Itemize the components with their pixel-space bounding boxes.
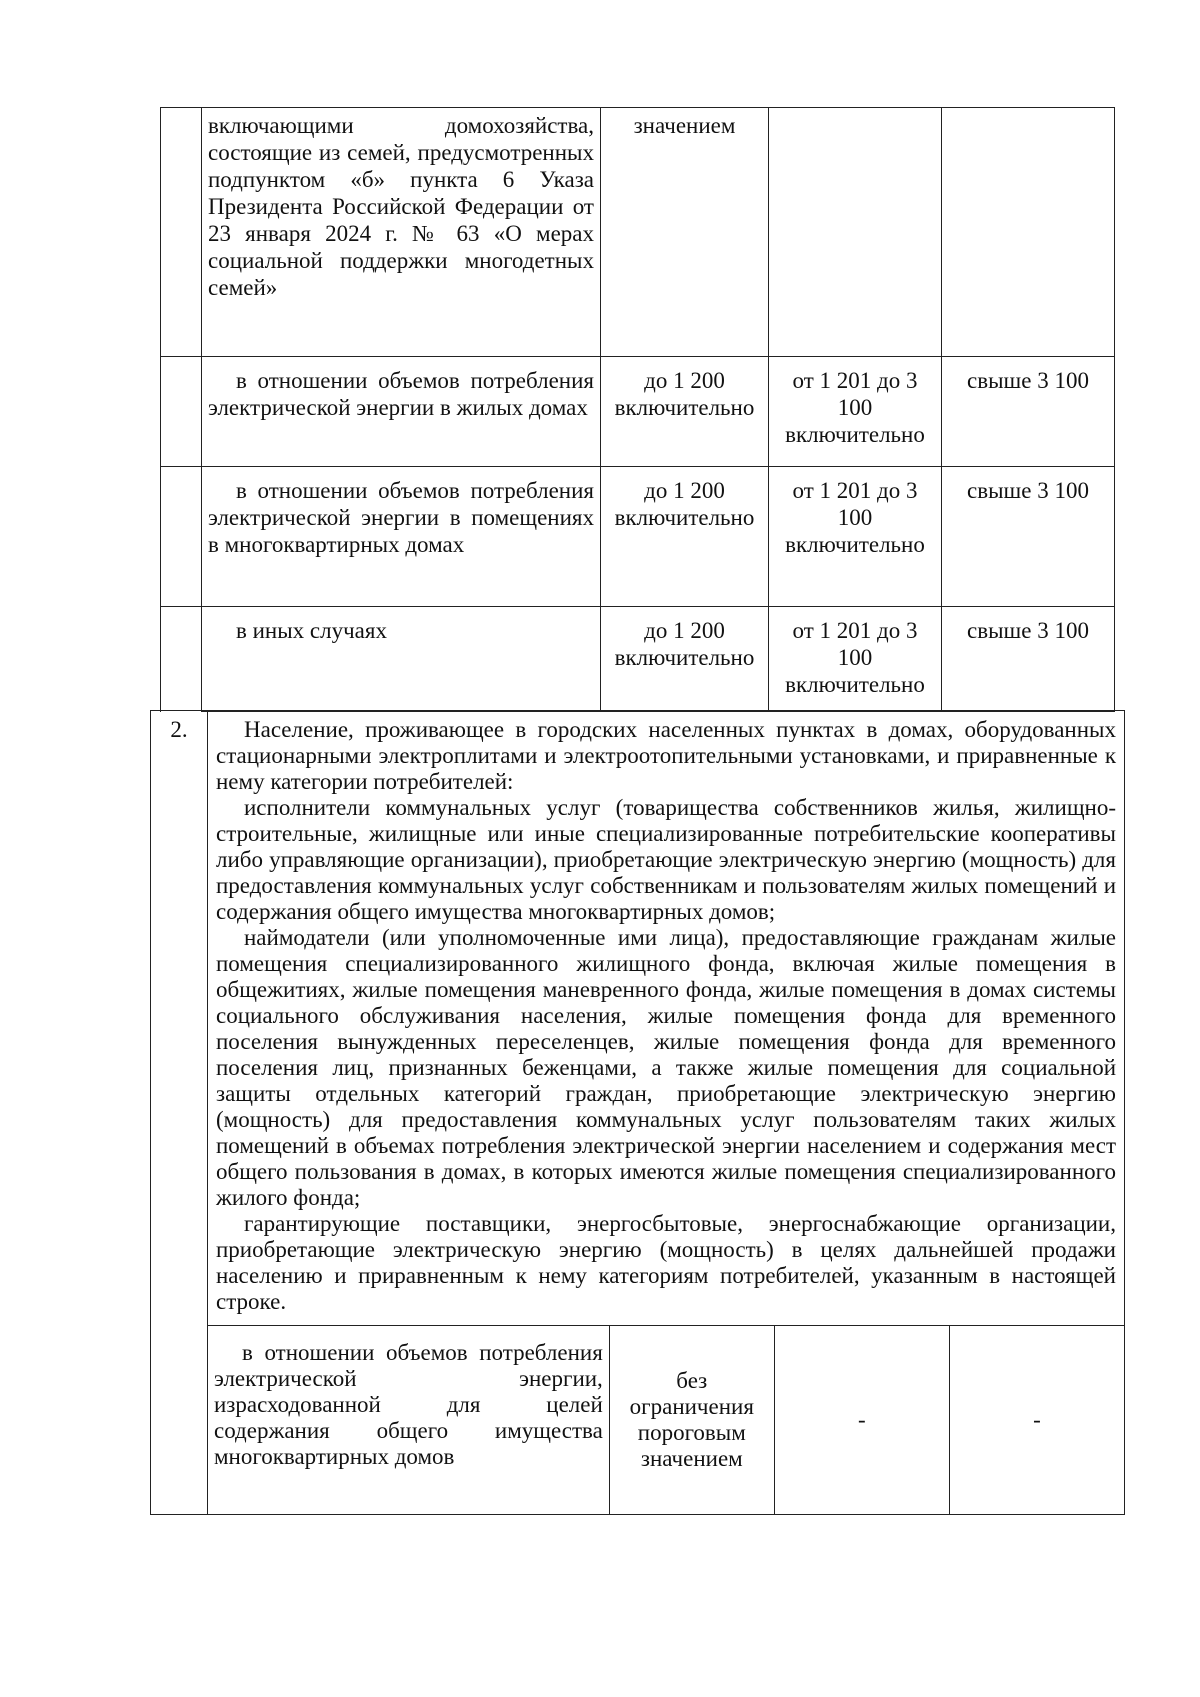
row-number-cell <box>161 357 202 467</box>
description-cell: в отношении объемов потребления электрической энергии в помещениях в многоквартирных домах <box>202 467 601 607</box>
threshold-low-cell: без ограничения пороговым значением <box>609 1326 774 1515</box>
threshold-high-cell: свыше 3 100 <box>942 467 1115 607</box>
row-number-cell <box>161 108 202 357</box>
description-cell: включающими домохозяйства, состоящие из семей, предусмотренных подпунктом «б» пункта 6 Указа Президента Российской Федерации от 23 января 2024 г. № 63 «О мерах социальной поддержки многодетных семей» <box>202 108 601 357</box>
threshold-high-cell: свыше 3 100 <box>942 357 1115 467</box>
table-row <box>161 467 1115 607</box>
paragraph: наймодатели (или уполномоченные ими лица), предоставляющие гражданам жилые помещения специализированного жилищного фонда, включая жилые помещения в общежитиях, жилые помещения маневренного фонда, жилые помещения в домах системы социального обслуживания населения, жилые помещения фонда для временного поселения вынужденных переселенцев, жилые помещения фонда для временного поселения лиц, признанных беженцами, а также жилые помещения для социальной защиты отдельных категорий граждан, приобретающие электрическую энергию (мощность) для предоставления коммунальных услуг пользователям таких жилых помещений в объемах потребления электрической энергии населением и содержания мест общего пользования в домах, в которых имеются жилые помещения специализированного жилого фонда; <box>216 925 1116 1210</box>
threshold-low-cell: до 1 200 включительно <box>601 357 769 467</box>
description-cell: в отношении объемов потребления электрической энергии в жилых домах <box>202 357 601 467</box>
tariff-table-section-2 <box>150 710 1125 1515</box>
threshold-high-cell: свыше 3 100 <box>942 607 1115 712</box>
table-row <box>161 108 1115 357</box>
paragraph: исполнители коммунальных услуг (товарищества собственников жилья, жилищно-строительные, жилищные или иные специализированные потребительские кооперативы либо управляющие организации), приобретающие электрическую энергию (мощность) для предоставления коммунальных услуг собственникам и пользователям жилых помещений и содержания общего имущества многоквартирных домов; <box>216 795 1116 924</box>
section-description <box>208 711 1125 1326</box>
table-row <box>151 1326 1125 1515</box>
threshold-mid-cell: от 1 201 до 3 100 включительно <box>769 357 942 467</box>
description-cell: в иных случаях <box>202 607 601 712</box>
paragraph: Население, проживающее в городских населенных пунктах в домах, оборудованных стационарными электроплитами и электроотопительными установками, и приравненные к нему категории потребителей: <box>216 717 1116 794</box>
tariff-table-continued <box>160 107 1115 712</box>
row-number-cell: 2. <box>151 711 208 1515</box>
threshold-mid-cell: - <box>774 1326 949 1515</box>
threshold-low-cell: значением <box>601 108 769 357</box>
description-cell: в отношении объемов потребления электрической энергии, израсходованной для целей содержания общего имущества многоквартирных домов <box>208 1326 610 1515</box>
table-row <box>151 711 1125 1326</box>
table-row <box>161 357 1115 467</box>
threshold-low-cell: до 1 200 включительно <box>601 467 769 607</box>
paragraph: гарантирующие поставщики, энергосбытовые, энергоснабжающие организации, приобретающие электрическую энергию (мощность) в целях дальнейшей продажи населению и приравненным к нему категориям потребителей, указанным в настоящей строке. <box>216 1211 1116 1314</box>
threshold-mid-cell <box>769 108 942 357</box>
table-row <box>161 607 1115 712</box>
row-number-cell <box>161 607 202 712</box>
threshold-low-cell: до 1 200 включительно <box>601 607 769 712</box>
threshold-high-cell: - <box>949 1326 1124 1515</box>
row-number-cell <box>161 467 202 607</box>
threshold-mid-cell: от 1 201 до 3 100 включительно <box>769 607 942 712</box>
threshold-mid-cell: от 1 201 до 3 100 включительно <box>769 467 942 607</box>
threshold-high-cell <box>942 108 1115 357</box>
